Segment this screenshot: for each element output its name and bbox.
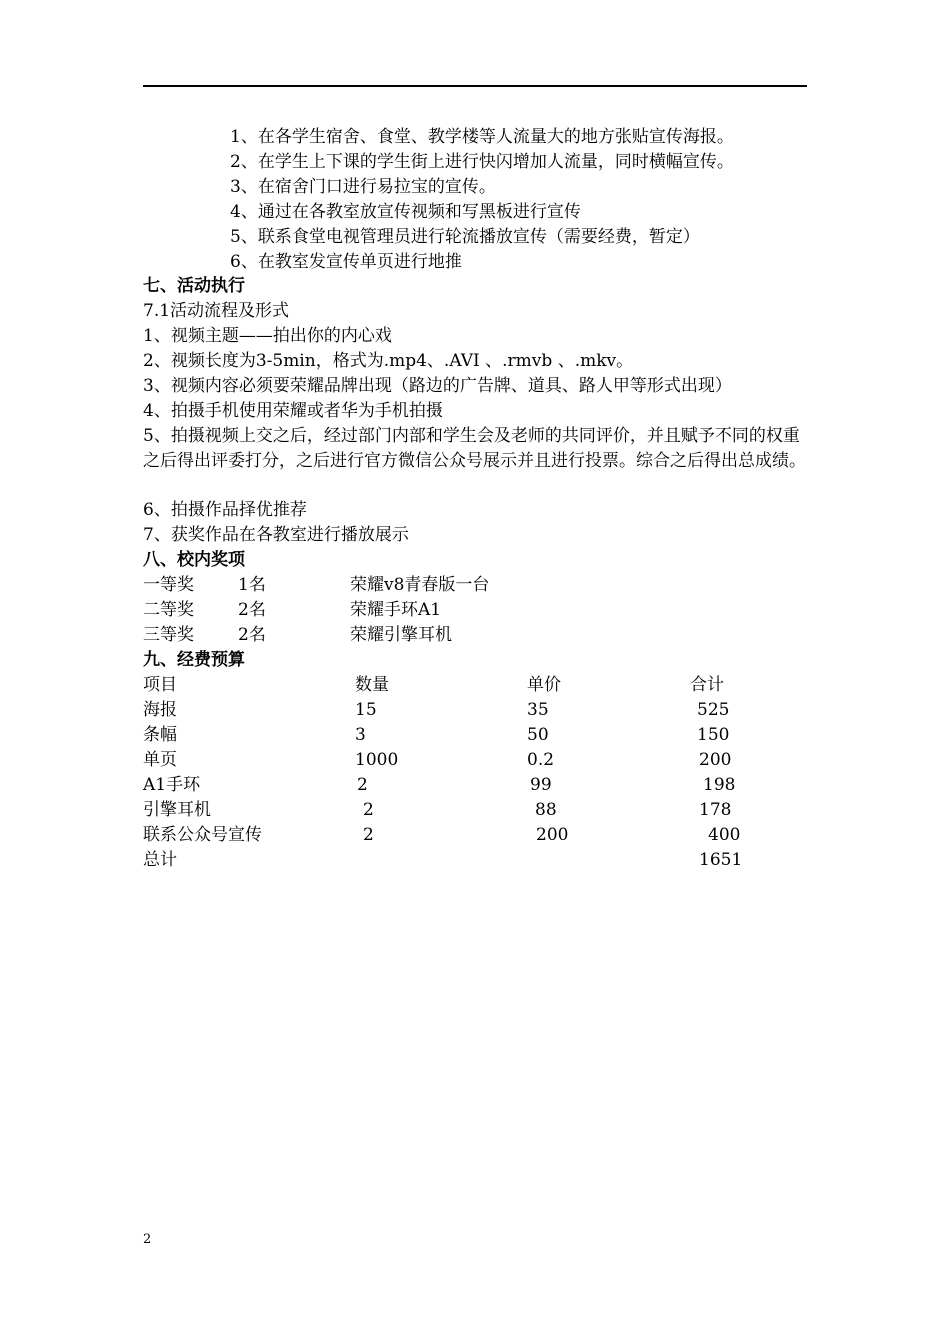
budget-cell: 400 — [708, 825, 741, 845]
budget-header-item: 项目 — [143, 675, 177, 695]
budget-cell: 单页 — [143, 750, 177, 770]
budget-cell: 88 — [535, 800, 557, 820]
budget-cell: 2 — [357, 775, 368, 795]
budget-cell: 2 — [363, 800, 374, 820]
budget-cell: 99 — [530, 775, 552, 795]
budget-cell: 150 — [697, 725, 730, 745]
budget-cell: 200 — [536, 825, 569, 845]
budget-cell: A1手环 — [143, 775, 201, 795]
promo-item: 6、在教室发宣传单页进行地推 — [230, 252, 462, 272]
budget-header-qty: 数量 — [355, 675, 389, 695]
promo-item: 4、通过在各教室放宣传视频和写黑板进行宣传 — [230, 202, 581, 222]
prize-name: 荣耀v8青春版一台 — [350, 575, 490, 595]
prize-count: 1名 — [238, 575, 266, 595]
promo-item: 2、在学生上下课的学生街上进行快闪增加人流量，同时横幅宣传。 — [230, 152, 734, 172]
prize-name: 荣耀手环A1 — [350, 600, 442, 620]
budget-cell: 0.2 — [527, 750, 555, 770]
page-number: 2 — [143, 1232, 152, 1247]
budget-cell: 2 — [363, 825, 374, 845]
flow-item: 7、获奖作品在各教室进行播放展示 — [143, 525, 409, 545]
budget-cell: 198 — [703, 775, 736, 795]
budget-cell: 联系公众号宣传 — [143, 825, 262, 845]
budget-header-price: 单价 — [527, 675, 561, 695]
budget-cell: 50 — [527, 725, 549, 745]
header-rule — [143, 85, 807, 87]
prize-name: 荣耀引擎耳机 — [350, 625, 452, 645]
budget-cell: 15 — [355, 700, 377, 720]
budget-cell: 海报 — [143, 700, 177, 720]
budget-cell: 200 — [699, 750, 732, 770]
budget-total-value: 1651 — [699, 850, 743, 870]
section-heading-7: 七、活动执行 — [143, 276, 245, 296]
budget-header-total: 合计 — [690, 675, 724, 695]
promo-item: 1、在各学生宿舍、食堂、教学楼等人流量大的地方张贴宣传海报。 — [230, 127, 734, 147]
prize-level: 三等奖 — [143, 625, 194, 645]
prize-level: 二等奖 — [143, 600, 194, 620]
prize-count: 2名 — [238, 600, 266, 620]
flow-item: 3、视频内容必须要荣耀品牌出现（路边的广告牌、道具、路人甲等形式出现） — [143, 376, 732, 396]
flow-item: 2、视频长度为3-5min，格式为.mp4、.AVI 、.rmvb 、.mkv。 — [143, 351, 634, 371]
budget-cell: 3 — [355, 725, 366, 745]
flow-item: 4、拍摄手机使用荣耀或者华为手机拍摄 — [143, 401, 443, 421]
budget-cell: 引擎耳机 — [143, 800, 211, 820]
section-heading-9: 九、经费预算 — [143, 650, 245, 670]
budget-cell: 1000 — [355, 750, 399, 770]
budget-cell: 178 — [699, 800, 732, 820]
flow-item-paragraph: 5、拍摄视频上交之后，经过部门内部和学生会及老师的共同评价，并且赋予不同的权重之后得出评委打分，之后进行官方微信公众号展示并且进行投票。综合之后得出总成绩。 — [143, 426, 806, 471]
prize-count: 2名 — [238, 625, 266, 645]
flow-item: 6、拍摄作品择优推荐 — [143, 500, 307, 520]
section-heading-8: 八、校内奖项 — [143, 550, 245, 570]
budget-cell: 525 — [697, 700, 730, 720]
prize-level: 一等奖 — [143, 575, 194, 595]
budget-cell: 35 — [527, 700, 549, 720]
budget-total-label: 总计 — [143, 850, 177, 870]
flow-item: 1、视频主题——拍出你的内心戏 — [143, 326, 392, 346]
promo-item: 3、在宿舍门口进行易拉宝的宣传。 — [230, 177, 496, 197]
budget-cell: 条幅 — [143, 725, 177, 745]
promo-item: 5、联系食堂电视管理员进行轮流播放宣传（需要经费，暂定） — [230, 227, 700, 247]
section-subheading: 7.1活动流程及形式 — [143, 301, 290, 321]
